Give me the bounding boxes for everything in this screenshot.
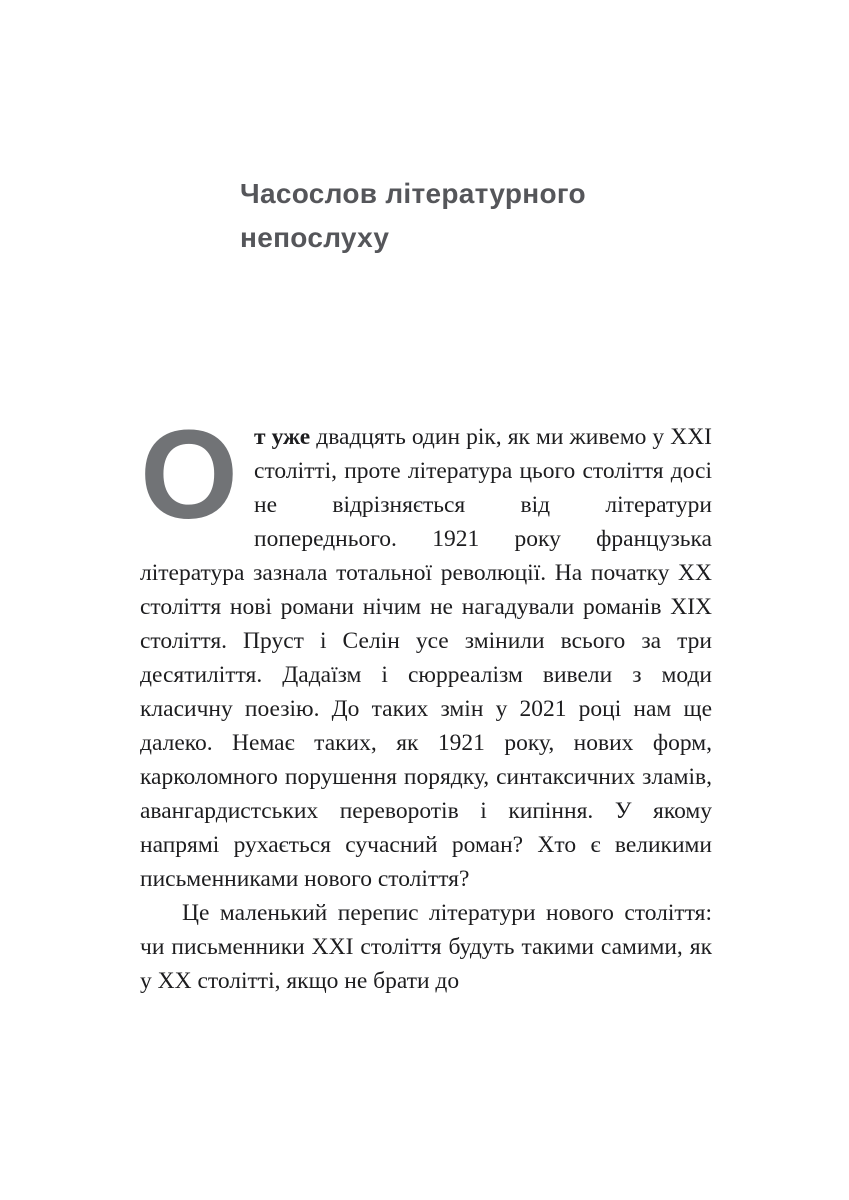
paragraph-1-text: двадцять один рік, як ми живемо у XXI столітті, проте література цього століття досі не відрізняється від літератури попереднього. 1921 року французька література зазнала тотальної революції. На початку XX століття нові романи нічим не нагадували романів XIX століття. Пруст і Селін усе змінили всього за три десятиліття. Дадаїзм і сюрреалізм вивели з моди класичну поезію. До таких змін у 2021 році нам ще далеко. Немає таких, як 1921 року, нових форм, карколомного порушення порядку, синтаксичних зламів, авангардистських переворотів і кипіння. У якому напрямі рухається сучасний роман? Хто є великими письменниками нового століття? — [140, 424, 712, 892]
chapter-title: Часослов літературного непослуху — [240, 178, 586, 253]
paragraph-2: Це маленький перепис літератури нового століття: чи письменники XXI століття будуть такими самими, як у XX столітті, якщо не брати до — [140, 900, 712, 994]
paragraph-1 — [140, 404, 712, 896]
dropcap-letter: О — [140, 404, 239, 545]
lead-bold-text: т уже — [254, 424, 311, 450]
body-text — [140, 404, 712, 998]
